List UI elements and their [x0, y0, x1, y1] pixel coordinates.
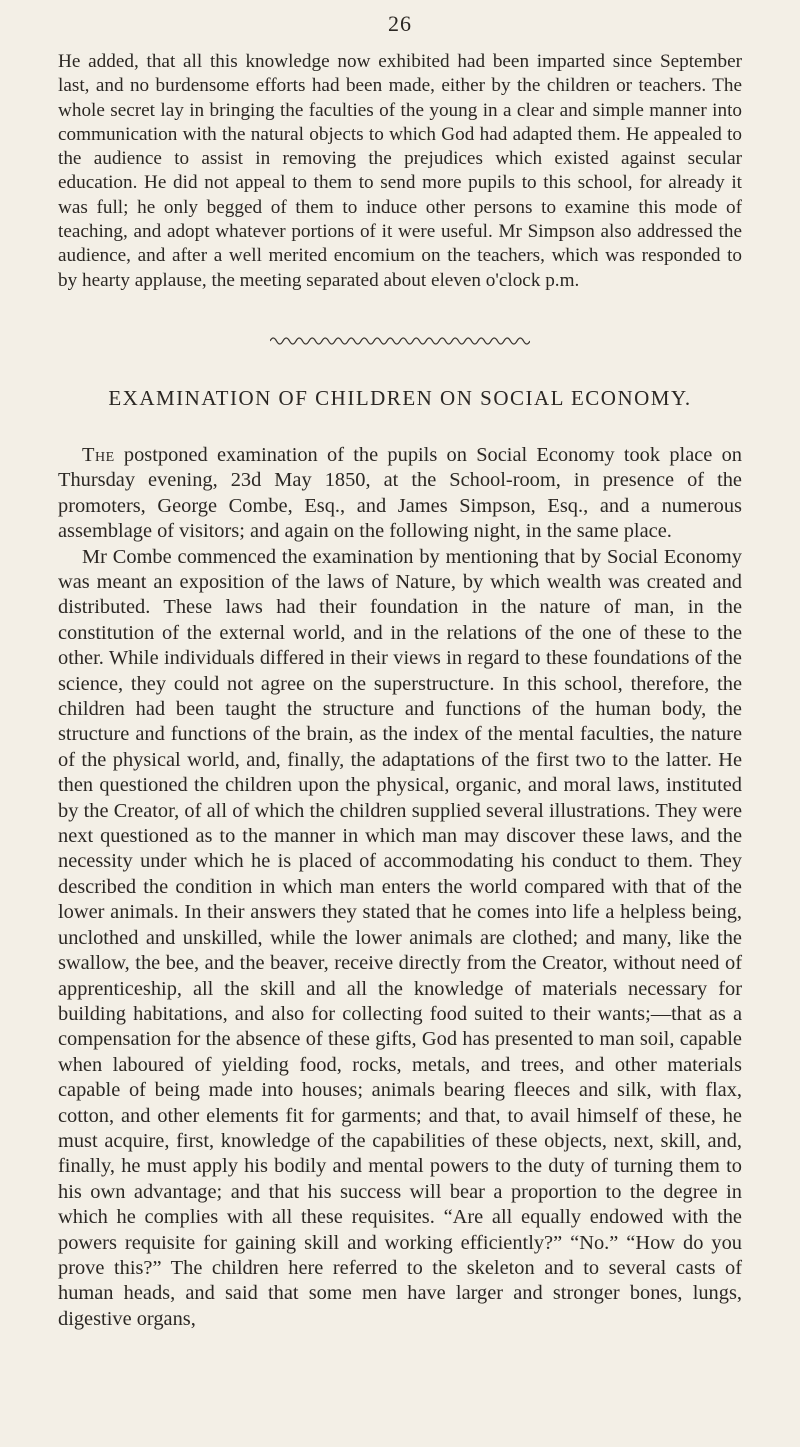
wavy-divider-ornament [270, 335, 530, 347]
paragraph-intro [58, 443, 742, 545]
section-heading: EXAMINATION OF CHILDREN ON SOCIAL ECONOMY. [108, 385, 692, 410]
lead-word: The [82, 443, 115, 466]
paragraph-examination: Mr Combe commenced the examination by mentioning that by Social Economy was meant an exposition of the laws of Nature, by which wealth was created and distributed. These laws had their foundation in the nature of man, in the constitution of the external world, and in the relations of the one of these to the other. While individuals differed in their views in regard to these foundations of the science, they could not agree on the superstructure. In this school, therefore, the children had been taught the structure and functions of the human body, the structure and functions of the brain, as the index of the mental faculties, the nature of the physical world, and, finally, the adaptations of the first two to the latter. He then questioned the children upon the physical, organic, and moral laws, instituted by the Creator, of all of which the children supplied several illustrations. They were next questioned as to the manner in which man may discover these laws, and the necessity under which he is placed of accommodating his conduct to them. They described the condition in which man enters the world compared with that of the lower animals. In their answers they stated that he comes into life a helpless being, unclothed and unskilled, while the lower animals are clothed; and many, like the swallow, the bee, and the beaver, receive directly from the Creator, without need of apprenticeship, all the skill and all the knowledge of materials necessary for building habitations, and also for collecting food suited to their wants;—that as a compensation for the absence of these gifts, God has presented to man soil, capable when laboured of yielding food, rocks, metals, and trees, and other materials capable of being made into houses; animals bearing fleeces and silk, with flax, cotton, and other elements fit for garments; and that, to avail himself of these, he must acquire, first, knowledge of the capabilities of these objects, next, skill, and, finally, he must apply his bodily and mental powers to the duty of turning them to his own advantage; and that his success will bear a proportion to the degree in which he complies with all these requisites. “Are all equally endowed with the powers requisite for gaining skill and working efficiently?” “No.” “How do you prove this?” The children here referred to the skeleton and to several casts of human heads, and said that some men have larger and stronger bones, lungs, digestive organs, [58, 545, 742, 1330]
paragraph-continued: He added, that all this knowledge now exhibited had been imparted since September last, and no burdensome efforts had been made, either by the children or teachers. The whole secret lay in bringing the faculties of the young in a clear and simple manner into communication with the natural objects to which God had adapted them. He appealed to the audience to assist in removing the prejudices which existed against secular education. He did not appeal to them to send more pupils to this school, for already it was full; he only begged of them to induce other persons to examine this mode of teaching, and adopt whatever portions of it were useful. Mr Simpson also addressed the audience, and after a well merited encomium on the teachers, which was responded to by hearty applause, the meeting separated about eleven o'clock p.m. [58, 51, 742, 291]
page-number: 26 [388, 11, 412, 36]
paragraph-intro-text: postponed examination of the pupils on Social Economy took place on Thursday evening, 23d May 1850, at the School-room, in presence of the promoters, George Combe, Esq., and James Simpson, Esq., and a numerous assemblage of visitors; and again on the following night, in the same place. [58, 443, 742, 543]
